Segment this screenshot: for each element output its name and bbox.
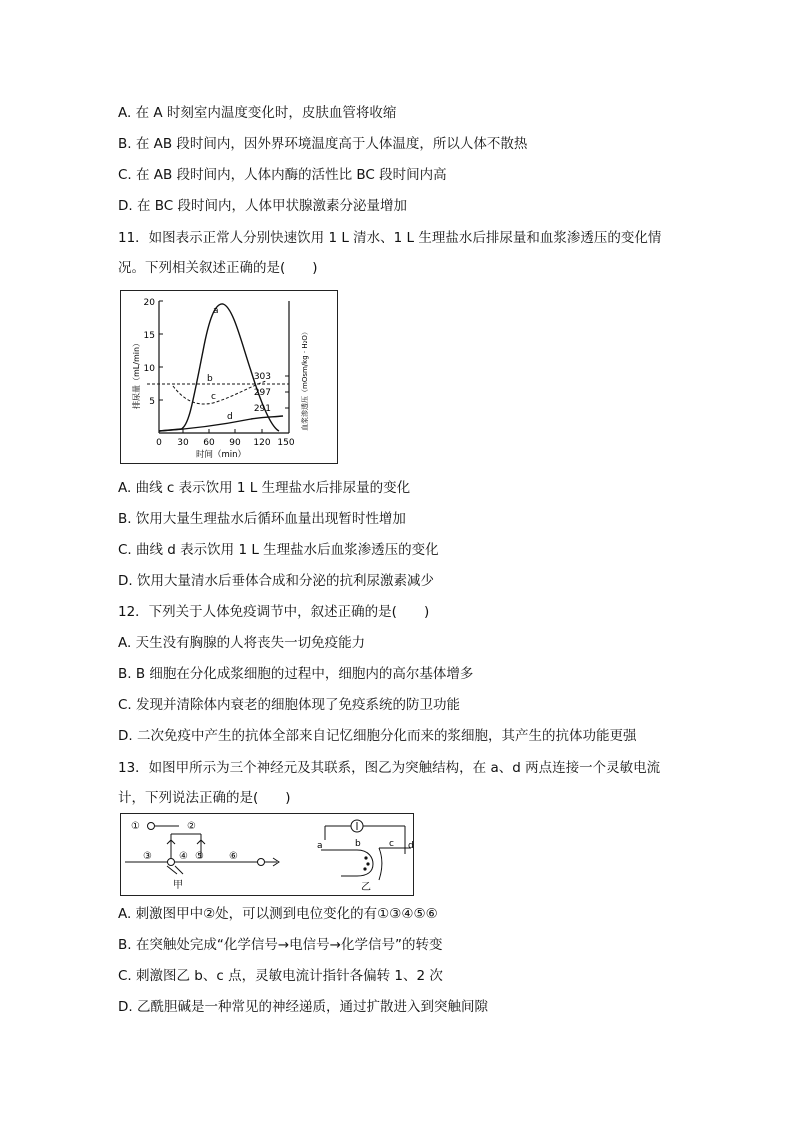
neuron-synapse-diagram [121,814,413,895]
caption-jia: 甲 [173,880,183,891]
x-tick-90: 90 [229,438,241,448]
point-c: c [389,839,394,849]
x-tick-150: 150 [277,438,295,448]
q11-option-a: A. 曲线 c 表示饮用 1 L 生理盐水后排尿量的变化 [118,480,411,496]
q10-option-b: B. 在 AB 段时间内，因外界环境温度高于人体温度，所以人体不散热 [118,136,528,152]
caption-yi: 乙 [361,882,371,893]
q12-option-d: D. 二次免疫中产生的抗体全部来自记忆细胞分化而来的浆细胞，其产生的抗体功能更强 [118,728,637,744]
y2-tick-297: 297 [253,388,271,398]
label-1: ① [131,821,140,832]
x-tick-0: 0 [156,438,162,448]
q12-option-b: B. B 细胞在分化成浆细胞的过程中，细胞内的高尔基体增多 [118,666,474,682]
q11-option-b: B. 饮用大量生理盐水后循环血量出现暂时性增加 [118,511,406,527]
y-tick-20: 20 [143,298,155,308]
x-tick-30: 30 [177,438,189,448]
q11-option-d: D. 饮用大量清水后垂体合成和分泌的抗利尿激素减少 [118,573,434,589]
y-axis-label-left: 排尿量（mL/min） [132,338,141,409]
urine-osmolarity-chart [121,291,337,463]
curve-label-a: a [213,306,219,316]
curve-label-d: d [227,412,233,422]
q12-stem: 12．下列关于人体免疫调节中，叙述正确的是( ) [118,604,430,620]
label-5: ⑤ [195,851,204,862]
q11-option-c: C. 曲线 d 表示饮用 1 L 生理盐水后血浆渗透压的变化 [118,542,439,558]
q11-stem: 11．如图表示正常人分别快速饮用 1 L 清水、1 L 生理盐水后排尿量和血浆渗透压的变化情况。下列相关叙述正确的是( ) [118,230,662,276]
q12-option-a: A. 天生没有胸腺的人将丧失一切免疫能力 [118,635,366,651]
label-6: ⑥ [229,851,238,862]
y2-tick-291: 291 [253,404,271,414]
x-tick-120: 120 [253,438,271,448]
q13-stem: 13．如图甲所示为三个神经元及其联系，图乙为突触结构，在 a、d 两点连接一个灵敏电流计，下列说法正确的是( ) [118,760,661,806]
q10-option-a: A. 在 A 时刻室内温度变化时，皮肤血管将收缩 [118,105,397,121]
y2-tick-303: 303 [253,372,271,382]
curve-label-b: b [207,374,213,384]
q13-option-d: D. 乙酰胆碱是一种常见的神经递质，通过扩散进入到突触间隙 [118,999,488,1015]
q13-figure [120,813,414,896]
x-tick-60: 60 [203,438,215,448]
q13-option-a: A. 刺激图甲中②处，可以测到电位变化的有①③④⑤⑥ [118,906,438,922]
q10-option-d: D. 在 BC 段时间内，人体甲状腺激素分泌量增加 [118,198,408,214]
q11-figure [120,290,338,464]
label-2: ② [187,821,196,832]
q13-option-c: C. 刺激图乙 b、c 点，灵敏电流计指针各偏转 1、2 次 [118,968,443,984]
q12-option-c: C. 发现并清除体内衰老的细胞体现了免疫系统的防卫功能 [118,697,461,713]
q13-option-b: B. 在突触处完成“化学信号→电信号→化学信号”的转变 [118,937,443,953]
point-a: a [317,841,323,851]
label-3: ③ [143,851,152,862]
y-tick-15: 15 [143,331,155,341]
y-tick-10: 10 [143,364,155,374]
q10-option-c: C. 在 AB 段时间内，人体内酶的活性比 BC 段时间内高 [118,167,447,183]
y-axis-label-right: 血浆渗透压（mOsm/kg · H₂O） [301,328,309,431]
label-4: ④ [179,851,188,862]
y-tick-5: 5 [149,397,155,407]
x-axis-label: 时间（min） [195,450,247,460]
point-b: b [355,839,361,849]
point-d: d [408,841,414,851]
curve-label-c: c [211,392,216,402]
neuron-body-1 [148,823,155,830]
